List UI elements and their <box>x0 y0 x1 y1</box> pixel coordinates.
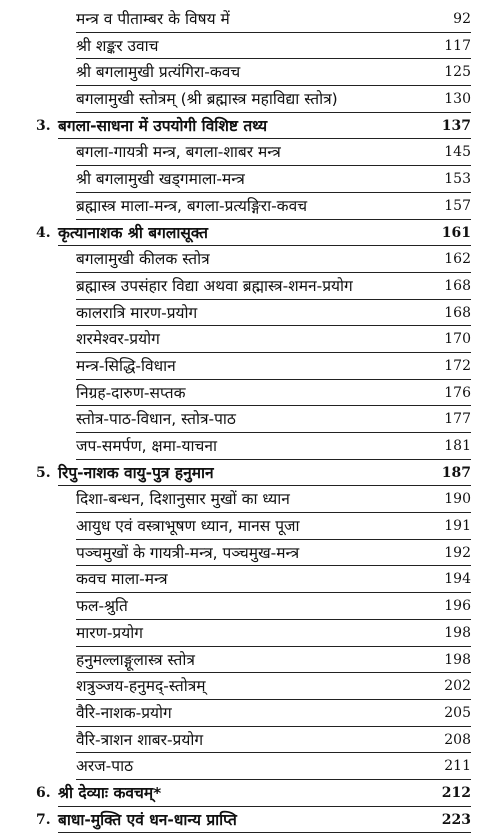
chapter-number: 5. <box>36 464 51 481</box>
toc-entry-row <box>0 486 501 513</box>
toc-entry-row <box>0 326 501 353</box>
toc-entry-row <box>0 139 501 166</box>
entry-title: मन्त्र-सिद्धि-विधान <box>76 356 176 375</box>
entry-title: फल-श्रुति <box>76 597 128 616</box>
toc-entry-row <box>0 353 501 380</box>
toc-entry-row <box>0 673 501 700</box>
page-number: 181 <box>444 438 471 454</box>
toc-entry-row <box>0 33 501 60</box>
page-number: 202 <box>444 678 471 695</box>
toc-chapter-row <box>0 780 501 807</box>
toc-entry-row <box>0 166 501 193</box>
toc-entry-row <box>0 593 501 620</box>
toc-entry-row <box>0 406 501 433</box>
chapter-title: बगला-साधना में उपयोगी विशिष्ट तथ्य <box>58 116 268 135</box>
toc-entry-row <box>0 700 501 727</box>
toc-entry-row <box>0 246 501 273</box>
entry-title: बगलामुखी कीलक स्तोत्र <box>76 250 210 269</box>
chapter-title: बाधा-मुक्ति एवं धन-धान्य प्राप्ति <box>58 810 237 829</box>
toc-entry-row <box>0 513 501 540</box>
entry-title: मारण-प्रयोग <box>76 623 143 642</box>
page-number: 196 <box>444 598 471 615</box>
page-number: 130 <box>444 91 471 108</box>
chapter-title: कृत्यानाशक श्री बगलासूक्त <box>58 223 208 242</box>
entry-title: कवच माला-मन्त्र <box>76 570 168 589</box>
toc-entry-row <box>0 273 501 300</box>
entry-title: अरज-पाठ <box>76 757 134 776</box>
page-number: 191 <box>444 518 471 535</box>
entry-title: ब्रह्मास्त्र माला-मन्त्र, बगला-प्रत्यङ्गिरा-कवच <box>76 196 308 215</box>
toc-chapter-row <box>0 460 501 487</box>
toc-entry-row <box>0 647 501 674</box>
page-number: 172 <box>444 357 471 374</box>
page-number: 92 <box>453 11 471 27</box>
toc-entry-row <box>0 753 501 780</box>
toc-entry-row <box>0 433 501 460</box>
toc-entry-row <box>0 380 501 407</box>
page-number: 198 <box>444 651 471 668</box>
entry-title: बगलामुखी स्तोत्रम् (श्री ब्रह्मास्त्र महाविद्या स्तोत्र) <box>76 90 338 109</box>
entry-title: पञ्चमुखों के गायत्री-मन्त्र, पञ्चमुख-मन्त्र <box>76 543 300 562</box>
page-number: 137 <box>441 117 471 134</box>
toc-entry-row <box>0 540 501 567</box>
page-number: 117 <box>444 37 471 54</box>
page-number: 168 <box>444 277 471 294</box>
page-number: 157 <box>444 197 471 214</box>
entry-title: हनुमल्लाङ्गूलास्त्र स्तोत्र <box>76 650 195 669</box>
page-number: 145 <box>444 144 471 161</box>
chapter-title: रिपु-नाशक वायु-पुत्र हनुमान <box>58 463 214 482</box>
page-number: 177 <box>444 411 471 428</box>
entry-title: निग्रह-दारुण-सप्तक <box>76 383 186 402</box>
page-number: 208 <box>444 731 471 748</box>
entry-title: ब्रह्मास्त्र उपसंहार विद्या अथवा ब्रह्मास्त्र-शमन-प्रयोग <box>76 276 353 295</box>
toc-entry-row <box>0 566 501 593</box>
page-number: 194 <box>444 571 471 588</box>
entry-title: स्तोत्र-पाठ-विधान, स्तोत्र-पाठ <box>76 410 236 429</box>
entry-title: मन्त्र व पीताम्बर के विषय में <box>76 10 230 28</box>
toc-entry-row <box>0 620 501 647</box>
entry-title: श्री बगलामुखी खड्गमाला-मन्त्र <box>76 170 245 189</box>
chapter-title: श्री देव्याः कवचम्* <box>58 783 162 802</box>
chapter-number: 7. <box>36 811 51 828</box>
chapter-number: 6. <box>36 784 51 801</box>
entry-title: शत्रुञ्जय-हनुमद्-स्तोत्रम् <box>76 677 206 696</box>
table-of-contents <box>0 6 501 833</box>
page-number: 192 <box>444 544 471 561</box>
toc-chapter-row <box>0 220 501 247</box>
entry-title: श्री शङ्कर उवाच <box>76 36 159 55</box>
page-number: 212 <box>441 784 471 801</box>
toc-entry-row <box>0 300 501 327</box>
toc-entry-row <box>0 727 501 754</box>
page-number: 168 <box>444 304 471 321</box>
toc-entry-row <box>0 6 501 33</box>
entry-title: वैरि-नाशक-प्रयोग <box>76 703 172 722</box>
page-number: 205 <box>444 704 471 721</box>
page-number: 162 <box>444 251 471 268</box>
page-number: 170 <box>444 331 471 348</box>
entry-title: दिशा-बन्धन, दिशानुसार मुखों का ध्यान <box>76 490 290 509</box>
entry-title: वैरि-त्राशन शाबर-प्रयोग <box>76 730 204 749</box>
entry-title: आयुध एवं वस्त्राभूषण ध्यान, मानस पूजा <box>76 517 300 536</box>
page-number: 211 <box>444 758 471 775</box>
chapter-number: 4. <box>36 224 51 241</box>
page-number: 153 <box>444 171 471 188</box>
entry-title: शरमेश्वर-प्रयोग <box>76 330 160 349</box>
page-number: 190 <box>444 491 471 508</box>
chapter-number: 3. <box>36 117 51 134</box>
toc-entry-row <box>0 86 501 113</box>
page-number: 198 <box>444 624 471 641</box>
toc-chapter-row <box>0 113 501 140</box>
page-number: 223 <box>441 811 471 828</box>
page-number: 187 <box>441 464 471 481</box>
entry-title: जप-समर्पण, क्षमा-याचना <box>76 437 217 455</box>
entry-title: श्री बगलामुखी प्रत्यंगिरा-कवच <box>76 63 241 82</box>
page-number: 161 <box>441 224 471 241</box>
entry-title: कालरात्रि मारण-प्रयोग <box>76 303 198 322</box>
toc-chapter-row <box>0 807 501 833</box>
page-number: 125 <box>444 64 471 81</box>
toc-entry-row <box>0 59 501 86</box>
toc-entry-row <box>0 193 501 220</box>
entry-title: बगला-गायत्री मन्त्र, बगला-शाबर मन्त्र <box>76 143 281 162</box>
page-number: 176 <box>444 384 471 401</box>
